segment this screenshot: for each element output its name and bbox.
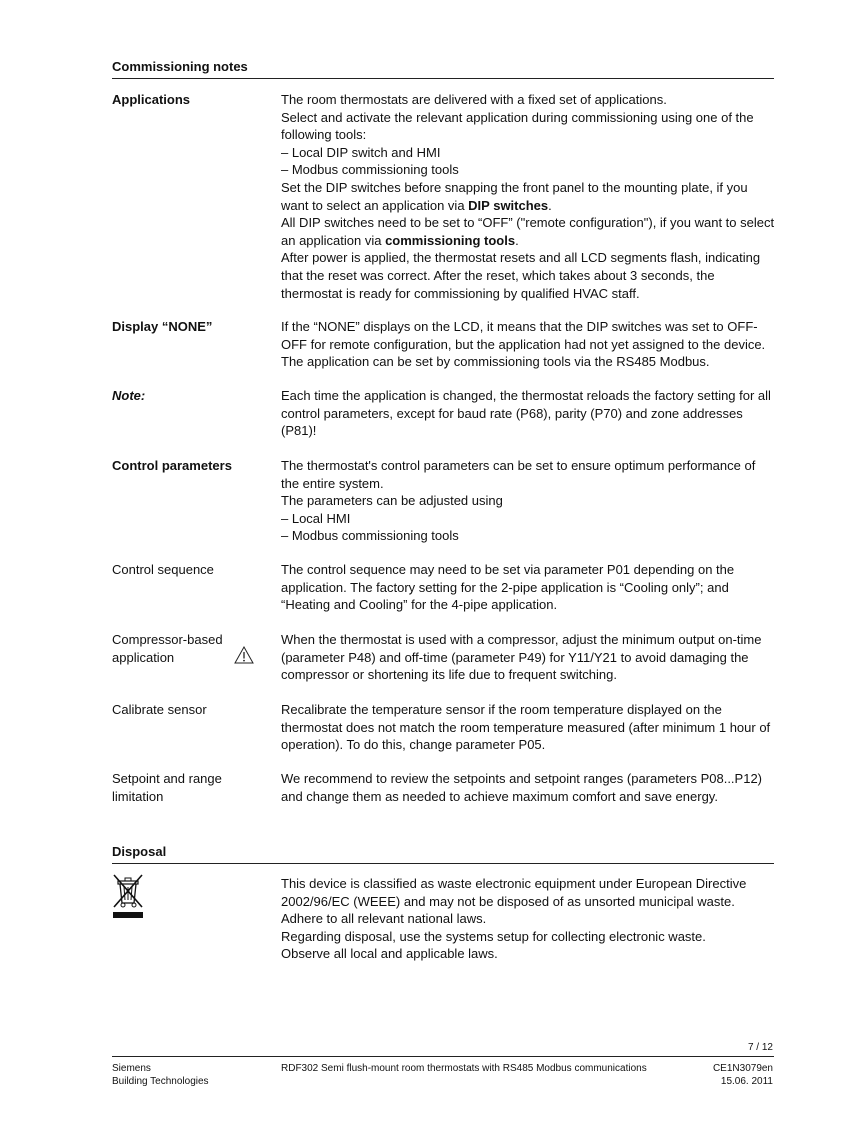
emphasis: DIP switches [468,197,549,213]
footer-date: 15.06. 2011 [720,1076,773,1087]
text: . [548,197,552,213]
footer-company: Siemens [112,1063,151,1074]
label-applications: Applications [112,92,191,107]
section-title-commissioning: Commissioning notes [112,59,248,74]
text: Set the DIP switches before snapping the front panel to the mounting plate, if you want to select an application via [281,179,748,213]
paragraph: Observe all local and applicable laws. [281,946,498,962]
footer-doc-id: CE1N3079en [712,1063,773,1074]
warning-icon [234,646,254,664]
list-item: – Local HMI [281,510,351,526]
section-title-disposal: Disposal [112,844,167,859]
label-calibrate-sensor: Calibrate sensor [112,702,207,717]
divider [112,1056,774,1057]
control-parameters-text [281,457,776,545]
paragraph: The room thermostats are delivered with a fixed set of applications. [281,92,667,107]
paragraph: This device is classified as waste electronic equipment under European Directive 2002/96/EC (WEEE) and may not be disposed of as unsorted municipal waste. [281,876,747,909]
paragraph: The thermostat's control parameters can be set to ensure optimum performance of the entire system. [281,458,756,491]
list-item: – Modbus commissioning tools [281,162,459,178]
footer-product: RDF302 Semi flush-mount room thermostats with RS485 Modbus communications [281,1063,647,1074]
calibrate-text: Recalibrate the temperature sensor if the room temperature displayed on the thermostat does not match the room temperature measured (after minimum 1 hour of operation). To do this, change parameter P05. [281,702,771,753]
paragraph: Select and activate the relevant application during commissioning using one of the following tools: [281,109,754,143]
label-compressor-application: Compressor-based application [112,632,223,665]
disposal-text [281,875,776,963]
paragraph: The parameters can be adjusted using [281,493,503,509]
footer-division: Building Technologies [112,1076,209,1087]
text: . [515,232,519,248]
weee-crossed-bin-icon [112,873,146,919]
paragraph: Adhere to all relevant national laws. [281,911,487,927]
paragraph: After power is applied, the thermostat resets and all LCD segments flash, indicating that the reset was correct. After the reset, which takes about 3 seconds, the thermostat is ready for commissioning by qualified HVAC staff. [281,250,761,301]
label-control-sequence: Control sequence [112,562,214,577]
divider [112,78,774,79]
label-display-none: Display “NONE” [112,319,213,334]
setpoint-text: We recommend to review the setpoints and setpoint ranges (parameters P08...P12) and change them as needed to achieve maximum comfort and save energy. [281,771,763,804]
compressor-text: When the thermostat is used with a compressor, adjust the minimum output on-time (parameter P48) and off-time (parameter P49) for Y11/Y21 to avoid damaging the compressor or shortening its life due to frequent switching. [281,632,762,683]
page-number: 7 / 12 [747,1042,773,1053]
paragraph [281,214,776,249]
list-item: – Local DIP switch and HMI [281,144,441,160]
paragraph [281,179,776,214]
label-control-parameters: Control parameters [112,458,232,473]
list-item: – Modbus commissioning tools [281,528,459,544]
paragraph: Regarding disposal, use the systems setup for collecting electronic waste. [281,928,706,944]
emphasis: commissioning tools [385,232,516,248]
note-text: Each time the application is changed, the thermostat reloads the factory setting for all control parameters, except for baud rate (P68), parity (P70) and zone addresses (P81)! [281,388,771,439]
control-sequence-text: The control sequence may need to be set via parameter P01 depending on the application. The factory setting for the 2-pipe application is “Cooling only”; and “Heating and Cooling” for the 4-pipe application. [281,562,735,613]
label-setpoint-limitation: Setpoint and range limitation [112,771,222,804]
applications-text [281,91,776,302]
display-none-text: If the “NONE” displays on the LCD, it means that the DIP switches was set to OFF-OFF for remote configuration, but the application had not yet assigned to the device. The application can be set by commissioning tools via the RS485 Modbus. [281,319,766,370]
text: All DIP switches need to be set to “OFF” ("remote configuration"), if you want to select an application via [281,215,775,248]
label-note: Note: [112,388,146,403]
divider [112,863,774,864]
